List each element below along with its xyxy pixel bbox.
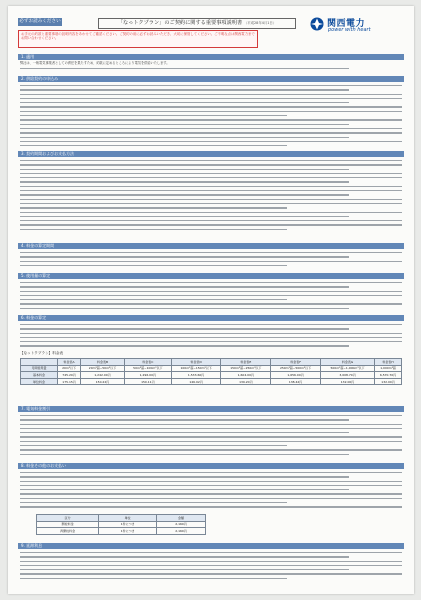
price-table-title: 【なっトクプラン】料金表 <box>20 351 64 355</box>
table-cell: 100m³超~150m³以下 <box>171 365 221 372</box>
section-heading-7: 7. 電気料金割引 <box>18 406 404 412</box>
table-cell: 146.02円 <box>171 378 221 385</box>
section-2-body <box>20 85 402 149</box>
section-1-body <box>20 68 402 72</box>
brand-mark-icon <box>310 17 324 31</box>
table-cell: 1,242.00円 <box>81 372 125 379</box>
table-cell: 745.20円 <box>58 372 81 379</box>
fee-table-header: 単位 <box>99 515 157 522</box>
row-label: 単位料金 <box>21 378 58 385</box>
table-cell: 再開栓料金 <box>37 528 99 535</box>
fee-table-header: 区分 <box>37 515 99 522</box>
table-row <box>37 528 206 535</box>
price-table-header: 料金表D <box>171 359 221 366</box>
section-heading-6: 6. 料金の算定 <box>18 315 404 321</box>
table-cell: 500m³超~1,000m³以下 <box>320 365 374 372</box>
section-heading-8: 8. 料金その他のお支払い <box>18 463 404 469</box>
row-label: 基本料金 <box>21 372 58 379</box>
table-cell: 150m³超~250m³以下 <box>221 365 271 372</box>
price-table-header: 料金表E <box>221 359 271 366</box>
table-cell: 1件につき <box>99 528 157 535</box>
price-table-header: 料金表B <box>81 359 125 366</box>
title-date: （平成28年4月1日） <box>243 21 277 25</box>
brand-tagline: power with heart <box>328 27 371 33</box>
table-cell: 開栓料金 <box>37 521 99 528</box>
section-4-body <box>20 252 402 269</box>
document-page <box>8 6 414 594</box>
section-heading-4: 4. 料金の算定期間 <box>18 243 404 249</box>
section-6-body <box>20 324 402 350</box>
price-table-header: 料金表C <box>124 359 171 366</box>
table-row <box>21 365 402 372</box>
section-5-body <box>20 282 402 312</box>
price-table-header: 料金表A <box>58 359 81 366</box>
must-read-tab: 必ずお読みください <box>19 19 61 24</box>
table-cell: 132.00円 <box>320 378 374 385</box>
row-label: 月間使用量 <box>21 365 58 372</box>
fee-table-header-row <box>37 515 206 522</box>
price-table-header: 料金表H <box>375 359 402 366</box>
table-cell: 1,533.60円 <box>171 372 221 379</box>
table-cell: 3,008.70円 <box>320 372 374 379</box>
table-cell: 175.15円 <box>58 378 81 385</box>
fee-table <box>36 514 206 535</box>
table-cell: 20m³以下 <box>58 365 81 372</box>
table-cell: 1,656.00円 <box>271 372 321 379</box>
table-cell: 1,604.00円 <box>221 372 271 379</box>
table-cell: 6,570.70円 <box>375 372 402 379</box>
table-cell: 138.42円 <box>271 378 321 385</box>
table-cell: 1,296.00円 <box>124 372 171 379</box>
table-cell: 1件につき <box>99 521 157 528</box>
table-row <box>37 521 206 528</box>
table-cell: 150.11円 <box>124 378 171 385</box>
brand-logo <box>310 15 402 35</box>
table-row <box>21 372 402 379</box>
table-cell: 150.22円 <box>81 378 125 385</box>
section-heading-5: 5. 使用量の算定 <box>18 273 404 279</box>
price-table <box>20 358 402 385</box>
price-table-header: 料金表F <box>271 359 321 366</box>
table-cell: 50m³超~100m³以下 <box>124 365 171 372</box>
section-heading-3: 3. 契約期間およびお支払方法 <box>18 151 404 157</box>
title-text: 「なっトクプラン」のご契約に関する重要事項説明書 <box>117 20 243 26</box>
section-7-body <box>20 415 402 458</box>
table-cell: 20m³超~50m³以下 <box>81 365 125 372</box>
price-table-header <box>21 359 58 366</box>
fee-table-header: 金額 <box>157 515 206 522</box>
table-cell: 139.20円 <box>221 378 271 385</box>
section-heading-1: 1. 適用 <box>18 54 404 60</box>
section-heading-9: 9. 延滞利息 <box>18 543 404 549</box>
table-row <box>21 378 402 385</box>
section-3-body <box>20 160 402 233</box>
brand-name: 関西電力 <box>327 19 366 29</box>
table-cell: 1,000m³超 <box>375 365 402 372</box>
table-cell: 2,160円 <box>157 521 206 528</box>
document-title <box>98 18 296 29</box>
table-cell: 250m³超~500m³以下 <box>271 365 321 372</box>
price-table-header-row <box>21 359 402 366</box>
section-heading-2: 2. 供給契約の申込み <box>18 76 404 82</box>
intro-paragraph: 弊社は、一般電気事業者としての責任を果たすため、約款に定めるところにより電気を供給いたします。 <box>20 61 170 65</box>
section-9-body <box>20 552 402 582</box>
table-cell: 132.00円 <box>375 378 402 385</box>
section-8-body <box>20 472 402 511</box>
price-table-header: 料金表G <box>320 359 374 366</box>
table-cell: 2,160円 <box>157 528 206 535</box>
notice-box: お手元の約款と重要事項の説明内容をあわせてご確認ください。ご契約の前に必ずお読みいただき、大切に保管してください。ご不明な点は関西電力までお問い合わせください。 <box>18 30 258 48</box>
